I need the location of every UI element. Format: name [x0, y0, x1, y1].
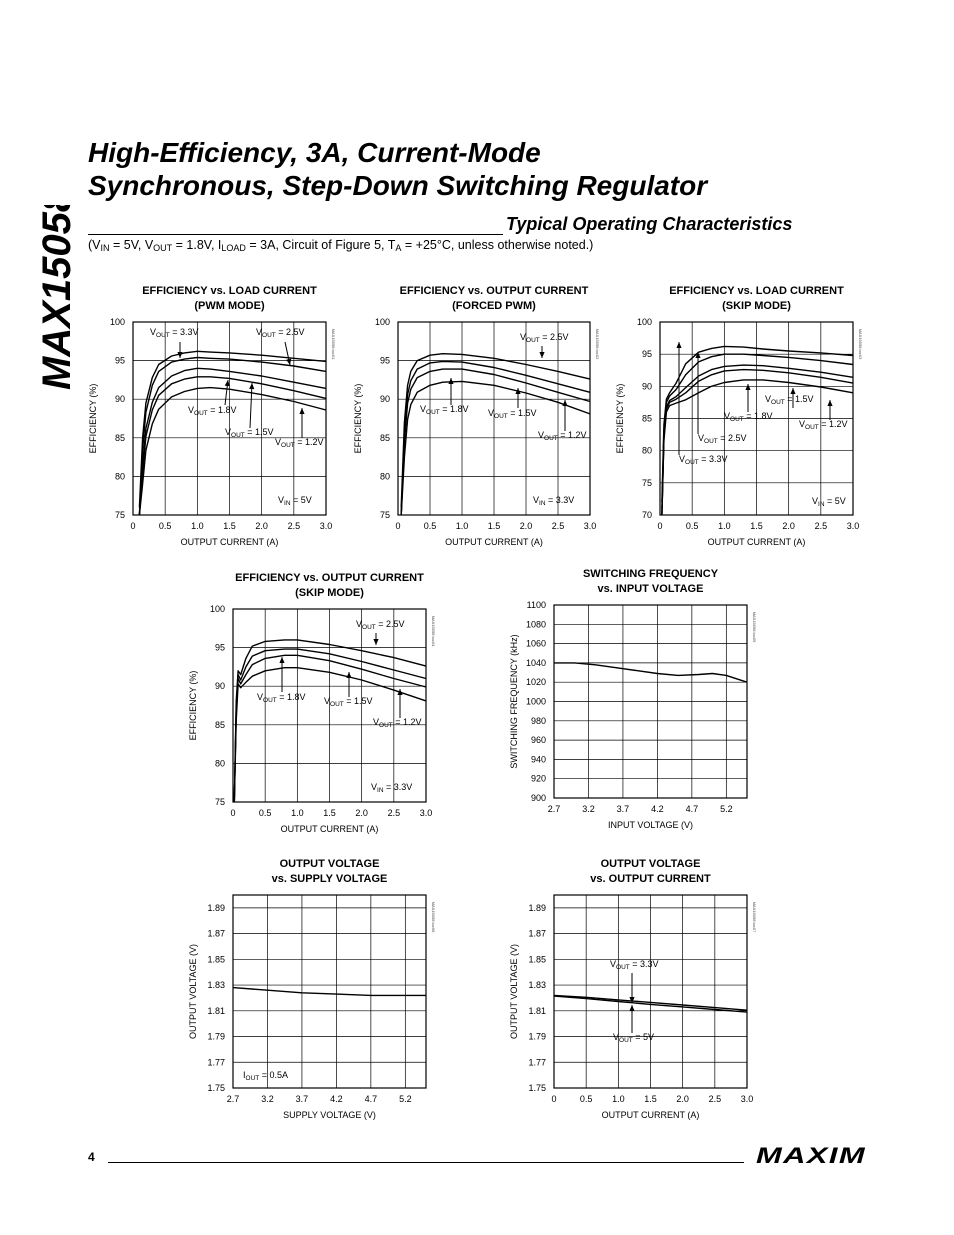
annotation-main: V	[613, 1032, 620, 1042]
figure-code: MAX15058 toc05	[752, 611, 757, 643]
annotation-main: V	[150, 327, 157, 337]
y-tick-label: 100	[209, 604, 225, 614]
annotation-sub: OUT	[616, 964, 630, 971]
test-conditions	[88, 238, 593, 253]
chart-svg	[345, 280, 605, 555]
cond-part2: = 1.8V, I	[172, 238, 222, 252]
annotation-main: V	[698, 433, 705, 443]
y-tick-label: 95	[379, 355, 390, 366]
chart-grid	[233, 895, 426, 1088]
annotation-arrowhead	[225, 380, 230, 386]
x-axis-label: SUPPLY VOLTAGE (V)	[283, 1110, 376, 1120]
y-tick-label: 85	[641, 413, 652, 424]
y-tick-label: 85	[379, 432, 390, 443]
chart-svg	[180, 853, 440, 1128]
annotation-label	[356, 619, 405, 631]
annotation-main: V	[538, 430, 545, 440]
annotation-rest: = 1.5V	[244, 427, 274, 437]
y-tick-label: 100	[374, 317, 390, 327]
y-tick-label: 980	[530, 715, 546, 726]
annotation-main: V	[373, 717, 380, 727]
chart-grid	[554, 895, 747, 1088]
series-line	[234, 655, 426, 802]
annotation-sub: OUT	[194, 410, 208, 417]
annotation-label	[538, 430, 587, 442]
annotation-label	[420, 404, 469, 416]
annotation-arrowhead	[373, 639, 378, 645]
annotation-sub: OUT	[263, 697, 277, 704]
annotation-label	[275, 437, 324, 449]
chart-efficiency-load-skip	[608, 280, 868, 555]
annotation-sub: OUT	[245, 1075, 260, 1082]
annotation-main: V	[488, 408, 495, 418]
y-axis-label: OUTPUT VOLTAGE (V)	[509, 943, 519, 1040]
y-tick-label: 90	[641, 381, 652, 392]
chart-title-line2: (PWM MODE)	[194, 300, 265, 312]
x-tick-label: 3.0	[583, 521, 597, 531]
annotation-label	[679, 454, 728, 466]
document-title-line2: Synchronous, Step-Down Switching Regulator	[88, 170, 708, 201]
series-line	[662, 380, 853, 515]
x-tick-label: 0	[395, 521, 401, 531]
annotation-sub: OUT	[362, 624, 376, 631]
annotation-sub: OUT	[426, 409, 440, 416]
figure-code: MAX15058 toc03	[858, 328, 863, 360]
x-tick-label: 2.7	[547, 804, 561, 814]
x-tick-label: 3.2	[261, 1094, 274, 1104]
x-tick-label: 3.7	[616, 804, 630, 814]
annotation-rest: = 5V	[290, 495, 312, 505]
document-title-line1: High-Efficiency, 3A, Current-Mode	[88, 137, 541, 168]
chart-title-line1: OUTPUT VOLTAGE	[600, 858, 701, 870]
series-line	[401, 369, 590, 515]
chart-grid	[133, 322, 326, 515]
chart-vout-vs-supply	[180, 853, 440, 1128]
y-tick-label: 1020	[525, 677, 546, 688]
x-axis-label: OUTPUT CURRENT (A)	[601, 1110, 700, 1120]
annotation-label	[225, 427, 274, 439]
x-tick-label: 4.2	[330, 1094, 343, 1104]
annotation-rest: = 1.2V	[294, 437, 324, 447]
annotation-arrowhead	[448, 378, 453, 384]
x-tick-label: 2.5	[551, 521, 565, 531]
annotation-label	[520, 332, 569, 344]
annotation-label	[150, 327, 199, 339]
chart-title-line2: (SKIP MODE)	[295, 587, 364, 599]
y-tick-label: 85	[214, 719, 225, 730]
x-tick-label: 3.0	[740, 1094, 754, 1104]
annotation-label	[698, 433, 747, 445]
y-tick-label: 85	[114, 432, 125, 443]
cond-part4: = +25°C, unless otherwise noted.)	[401, 238, 594, 252]
y-tick-label: 1.75	[207, 1083, 225, 1093]
x-tick-label: 0.5	[579, 1094, 593, 1104]
series-line	[662, 370, 853, 515]
x-tick-label: 1.0	[191, 521, 204, 531]
annotation-main: V	[371, 782, 378, 792]
annotation-rest: = 1.8V	[276, 692, 306, 702]
y-tick-label: 1.77	[528, 1057, 546, 1068]
annotation-arrowhead	[745, 384, 750, 390]
annotation-main: V	[188, 405, 195, 415]
y-tick-label: 1.89	[207, 902, 225, 913]
annotation-sub: OUT	[494, 413, 508, 420]
chart-svg	[500, 563, 760, 838]
annotation-label	[371, 782, 412, 794]
y-tick-label: 75	[379, 510, 390, 520]
x-tick-label: 1.0	[612, 1094, 625, 1104]
annotation-rest: = 5V	[632, 1032, 655, 1042]
x-tick-label: 5.2	[720, 804, 733, 814]
plot-frame	[233, 895, 426, 1088]
x-axis-label: OUTPUT CURRENT (A)	[707, 537, 806, 547]
annotation-sub: OUT	[685, 459, 699, 466]
y-tick-label: 960	[530, 735, 546, 746]
x-axis-label: INPUT VOLTAGE (V)	[607, 820, 694, 830]
annotation-sub: OUT	[156, 332, 170, 339]
annotation-main: V	[275, 437, 282, 447]
side-product-title-text: MAX15058	[35, 205, 79, 390]
y-tick-label: 80	[214, 758, 225, 769]
y-tick-label: 1100	[526, 600, 546, 610]
series-line	[554, 663, 747, 682]
annotation-sub: OUT	[281, 442, 295, 449]
annotation-main: V	[420, 404, 427, 414]
x-tick-label: 4.2	[651, 804, 664, 814]
y-axis-label: EFFICIENCY (%)	[188, 670, 198, 741]
side-product-title	[10, 205, 80, 395]
x-tick-label: 2.7	[226, 1094, 240, 1104]
x-tick-label: 2.5	[814, 521, 828, 531]
annotation-label	[533, 495, 574, 507]
chart-vout-vs-current	[500, 853, 760, 1128]
y-tick-label: 1080	[525, 619, 546, 630]
x-tick-label: 0	[551, 1094, 557, 1104]
x-tick-label: 2.5	[287, 521, 301, 531]
annotation-rest: = 2.5V	[375, 619, 405, 629]
footer-rule	[108, 1162, 744, 1163]
y-tick-label: 100	[109, 317, 125, 327]
x-tick-label: 2.5	[387, 808, 401, 818]
annotation-rest: = 0.5A	[259, 1070, 289, 1080]
annotation-sub: OUT	[231, 432, 245, 439]
x-tick-label: 1.0	[455, 521, 469, 531]
side-product-title-graphic	[10, 205, 80, 395]
annotation-label	[765, 394, 814, 406]
maxim-logo-text: MAXIM	[756, 1144, 866, 1166]
x-tick-label: 1.5	[323, 808, 336, 818]
y-tick-label: 1.85	[207, 954, 225, 965]
y-tick-label: 80	[114, 471, 125, 482]
annotation-main: V	[256, 327, 263, 337]
annotation-label	[613, 1032, 654, 1044]
y-tick-label: 90	[114, 394, 125, 405]
y-tick-label: 1060	[525, 638, 546, 649]
cond-part3: = 3A, Circuit of Figure 5, T	[245, 238, 396, 252]
x-tick-label: 2.0	[782, 521, 795, 531]
annotation-label	[488, 408, 537, 420]
x-axis-label: OUTPUT CURRENT (A)	[445, 537, 543, 547]
chart-title-line2: vs. OUTPUT CURRENT	[590, 873, 711, 885]
chart-svg	[80, 280, 340, 555]
annotation-main: V	[679, 454, 686, 464]
y-tick-label: 1.85	[528, 954, 546, 965]
figure-code: MAX15058 toc06	[431, 901, 436, 933]
chart-grid	[554, 605, 747, 798]
chart-svg	[608, 280, 868, 555]
annotation-rest: = 1.5V	[343, 696, 373, 706]
y-tick-label: 1.81	[528, 1005, 546, 1016]
y-tick-label: 1.75	[528, 1083, 546, 1093]
y-axis-label: OUTPUT VOLTAGE (V)	[188, 943, 198, 1040]
annotation-sub: OUT	[544, 435, 558, 442]
chart-title-line2: (SKIP MODE)	[722, 300, 791, 312]
cond-vin-sub: IN	[100, 243, 110, 253]
chart-efficiency-output-skip	[180, 567, 440, 842]
y-tick-label: 1.83	[528, 980, 546, 991]
y-tick-label: 1000	[525, 696, 546, 707]
x-tick-label: 0.5	[258, 808, 272, 818]
annotation-rest: = 2.5V	[275, 327, 305, 337]
annotation-main: V	[324, 696, 331, 706]
annotation-label	[724, 411, 773, 423]
x-tick-label: 4.7	[685, 804, 699, 814]
x-tick-label: 3.7	[295, 1094, 309, 1104]
x-tick-label: 4.7	[364, 1094, 378, 1104]
x-tick-label: 1.5	[644, 1094, 657, 1104]
annotation-rest: = 2.5V	[717, 433, 747, 443]
y-tick-label: 1.81	[207, 1005, 225, 1016]
x-tick-label: 2.0	[676, 1094, 689, 1104]
annotation-arrowhead	[299, 408, 304, 414]
annotation-main: I	[243, 1070, 246, 1080]
annotation-rest: = 1.5V	[507, 408, 537, 418]
x-tick-label: 2.0	[355, 808, 368, 818]
y-tick-label: 75	[214, 797, 225, 807]
y-tick-label: 75	[641, 477, 652, 488]
y-tick-label: 940	[530, 754, 546, 765]
annotation-main: V	[257, 692, 264, 702]
y-tick-label: 1.77	[207, 1057, 225, 1068]
annotation-arrowhead	[279, 657, 284, 663]
annotation-label	[278, 495, 312, 507]
annotation-main: V	[765, 394, 772, 404]
annotation-main: V	[812, 496, 819, 506]
annotation-main: V	[533, 495, 540, 505]
series-line	[233, 988, 426, 996]
y-tick-label: 75	[114, 510, 125, 520]
annotation-arrowhead	[827, 400, 832, 406]
annotation-main: V	[610, 959, 617, 969]
annotation-rest: = 3.3V	[169, 327, 199, 337]
annotation-arrowhead	[249, 383, 254, 389]
y-tick-label: 100	[636, 317, 652, 327]
series-line	[139, 351, 326, 507]
annotation-sub: OUT	[330, 701, 344, 708]
annotation-arrowhead	[790, 388, 795, 394]
annotation-sub: OUT	[730, 416, 744, 423]
x-tick-label: 0	[230, 808, 236, 818]
annotation-sub: IN	[377, 787, 384, 794]
y-tick-label: 1040	[525, 657, 546, 668]
x-tick-label: 2.5	[708, 1094, 722, 1104]
y-tick-label: 1.79	[207, 1031, 225, 1042]
annotation-rest: = 1.2V	[392, 717, 422, 727]
x-tick-label: 1.0	[718, 521, 731, 531]
y-axis-label: EFFICIENCY (%)	[88, 383, 98, 454]
annotation-rest: = 2.5V	[539, 332, 569, 342]
annotation-arrowhead	[676, 342, 681, 348]
x-axis-label: OUTPUT CURRENT (A)	[180, 537, 279, 547]
annotation-rest: = 3.3V	[698, 454, 728, 464]
annotation-sub: OUT	[262, 332, 276, 339]
x-tick-label: 1.5	[487, 521, 501, 531]
annotation-main: V	[724, 411, 731, 421]
chart-svg	[180, 567, 440, 842]
annotation-rest: = 3.3V	[629, 959, 659, 969]
chart-switching-frequency	[500, 563, 760, 838]
chart-title-line2: (FORCED PWM)	[452, 300, 536, 312]
annotation-sub: OUT	[619, 1037, 633, 1044]
annotation-sub: OUT	[526, 337, 540, 344]
annotation-label	[324, 696, 373, 708]
y-tick-label: 90	[379, 394, 390, 405]
y-tick-label: 90	[214, 681, 225, 692]
x-tick-label: 0	[657, 521, 663, 531]
figure-code: MAX15058 toc07	[752, 901, 757, 933]
y-tick-label: 80	[379, 471, 390, 482]
chart-svg	[500, 853, 760, 1128]
annotation-arrowhead	[562, 400, 567, 406]
annotation-rest: = 1.2V	[557, 430, 587, 440]
y-tick-label: 95	[214, 642, 225, 653]
x-tick-label: 1.5	[750, 521, 763, 531]
annotation-rest: = 1.2V	[818, 419, 848, 429]
annotation-label	[373, 717, 422, 729]
figure-code: MAX15058 toc04	[431, 615, 436, 647]
annotation-arrowhead	[629, 1005, 634, 1011]
annotation-sub: IN	[818, 501, 825, 508]
chart-title-line1: SWITCHING FREQUENCY	[582, 568, 719, 580]
section-rule	[88, 234, 503, 235]
cond-iload-sub: LOAD	[221, 243, 246, 253]
annotation-sub: IN	[539, 500, 546, 507]
x-tick-label: 3.2	[582, 804, 595, 814]
annotation-main: V	[356, 619, 363, 629]
x-axis-label: OUTPUT CURRENT (A)	[280, 824, 379, 834]
chart-title-line2: vs. INPUT VOLTAGE	[597, 583, 704, 595]
y-tick-label: 95	[641, 349, 652, 360]
annotation-label	[812, 496, 846, 508]
maxim-logo	[756, 1144, 868, 1166]
annotation-rest: = 1.8V	[207, 405, 237, 415]
y-tick-label: 1.89	[528, 902, 546, 913]
document-title	[88, 136, 908, 202]
x-tick-label: 2.0	[519, 521, 533, 531]
y-axis-label: SWITCHING FREQUENCY (kHz)	[509, 634, 519, 769]
annotation-rest: = 1.8V	[439, 404, 469, 414]
chart-efficiency-output-forced-pwm	[345, 280, 605, 555]
annotation-arrowhead	[286, 359, 291, 365]
annotation-arrowhead	[346, 672, 351, 678]
x-tick-label: 0	[130, 521, 136, 531]
cond-ta-sub: A	[395, 243, 402, 253]
section-title: Typical Operating Characteristics	[506, 214, 793, 234]
y-tick-label: 1.87	[207, 928, 225, 939]
annotation-label	[799, 419, 848, 431]
annotation-rest: = 3.3V	[383, 782, 413, 792]
chart-title-line2: vs. SUPPLY VOLTAGE	[271, 873, 388, 885]
annotation-arrow-line	[250, 383, 252, 428]
annotation-label	[256, 327, 305, 339]
annotation-rest: = 1.5V	[784, 394, 814, 404]
annotation-main: V	[520, 332, 527, 342]
x-tick-label: 3.0	[846, 521, 860, 531]
annotation-sub: OUT	[771, 399, 785, 406]
cond-open: (V	[88, 238, 101, 252]
y-tick-label: 1.83	[207, 980, 225, 991]
y-tick-label: 920	[530, 773, 546, 784]
chart-title-line1: EFFICIENCY vs. LOAD CURRENT	[142, 285, 317, 297]
annotation-label	[257, 692, 306, 704]
x-tick-label: 3.0	[419, 808, 433, 818]
x-tick-label: 2.0	[255, 521, 268, 531]
annotation-sub: OUT	[379, 722, 393, 729]
chart-title-line1: EFFICIENCY vs. LOAD CURRENT	[669, 285, 844, 297]
annotation-main: V	[225, 427, 232, 437]
annotation-label	[243, 1070, 288, 1082]
annotation-main: V	[799, 419, 806, 429]
cond-part1: = 5V, V	[109, 238, 154, 252]
annotation-rest: = 1.8V	[743, 411, 773, 421]
x-tick-label: 5.2	[399, 1094, 412, 1104]
maxim-logo-graphic	[756, 1144, 868, 1166]
annotation-arrowhead	[539, 352, 544, 358]
cond-vout-sub: OUT	[153, 243, 173, 253]
chart-title-line1: EFFICIENCY vs. OUTPUT CURRENT	[235, 572, 424, 584]
y-axis-label: EFFICIENCY (%)	[615, 383, 625, 454]
y-tick-label: 1.79	[528, 1031, 546, 1042]
annotation-sub: OUT	[805, 424, 819, 431]
annotation-rest: = 5V	[824, 496, 846, 506]
x-tick-label: 0.5	[423, 521, 437, 531]
x-tick-label: 0.5	[685, 521, 699, 531]
annotation-main: V	[278, 495, 285, 505]
y-tick-label: 80	[641, 445, 652, 456]
page-number: 4	[88, 1150, 95, 1164]
y-tick-label: 70	[641, 510, 652, 520]
annotation-rest: = 3.3V	[545, 495, 575, 505]
annotation-label	[610, 959, 659, 971]
y-tick-label: 95	[114, 355, 125, 366]
x-tick-label: 1.5	[223, 521, 236, 531]
annotation-sub: IN	[284, 500, 291, 507]
x-tick-label: 3.0	[319, 521, 333, 531]
chart-efficiency-load-pwm	[80, 280, 340, 555]
figure-code: MAX15058 toc01	[331, 328, 336, 360]
x-tick-label: 0.5	[158, 521, 172, 531]
y-tick-label: 1.87	[528, 928, 546, 939]
y-axis-label: EFFICIENCY (%)	[353, 383, 363, 454]
y-tick-label: 900	[530, 793, 546, 803]
x-tick-label: 1.0	[291, 808, 304, 818]
figure-code: MAX15058 toc02	[595, 328, 600, 360]
chart-title-line1: EFFICIENCY vs. OUTPUT CURRENT	[399, 285, 589, 297]
annotation-sub: OUT	[704, 438, 718, 445]
chart-title-line1: OUTPUT VOLTAGE	[279, 858, 380, 870]
